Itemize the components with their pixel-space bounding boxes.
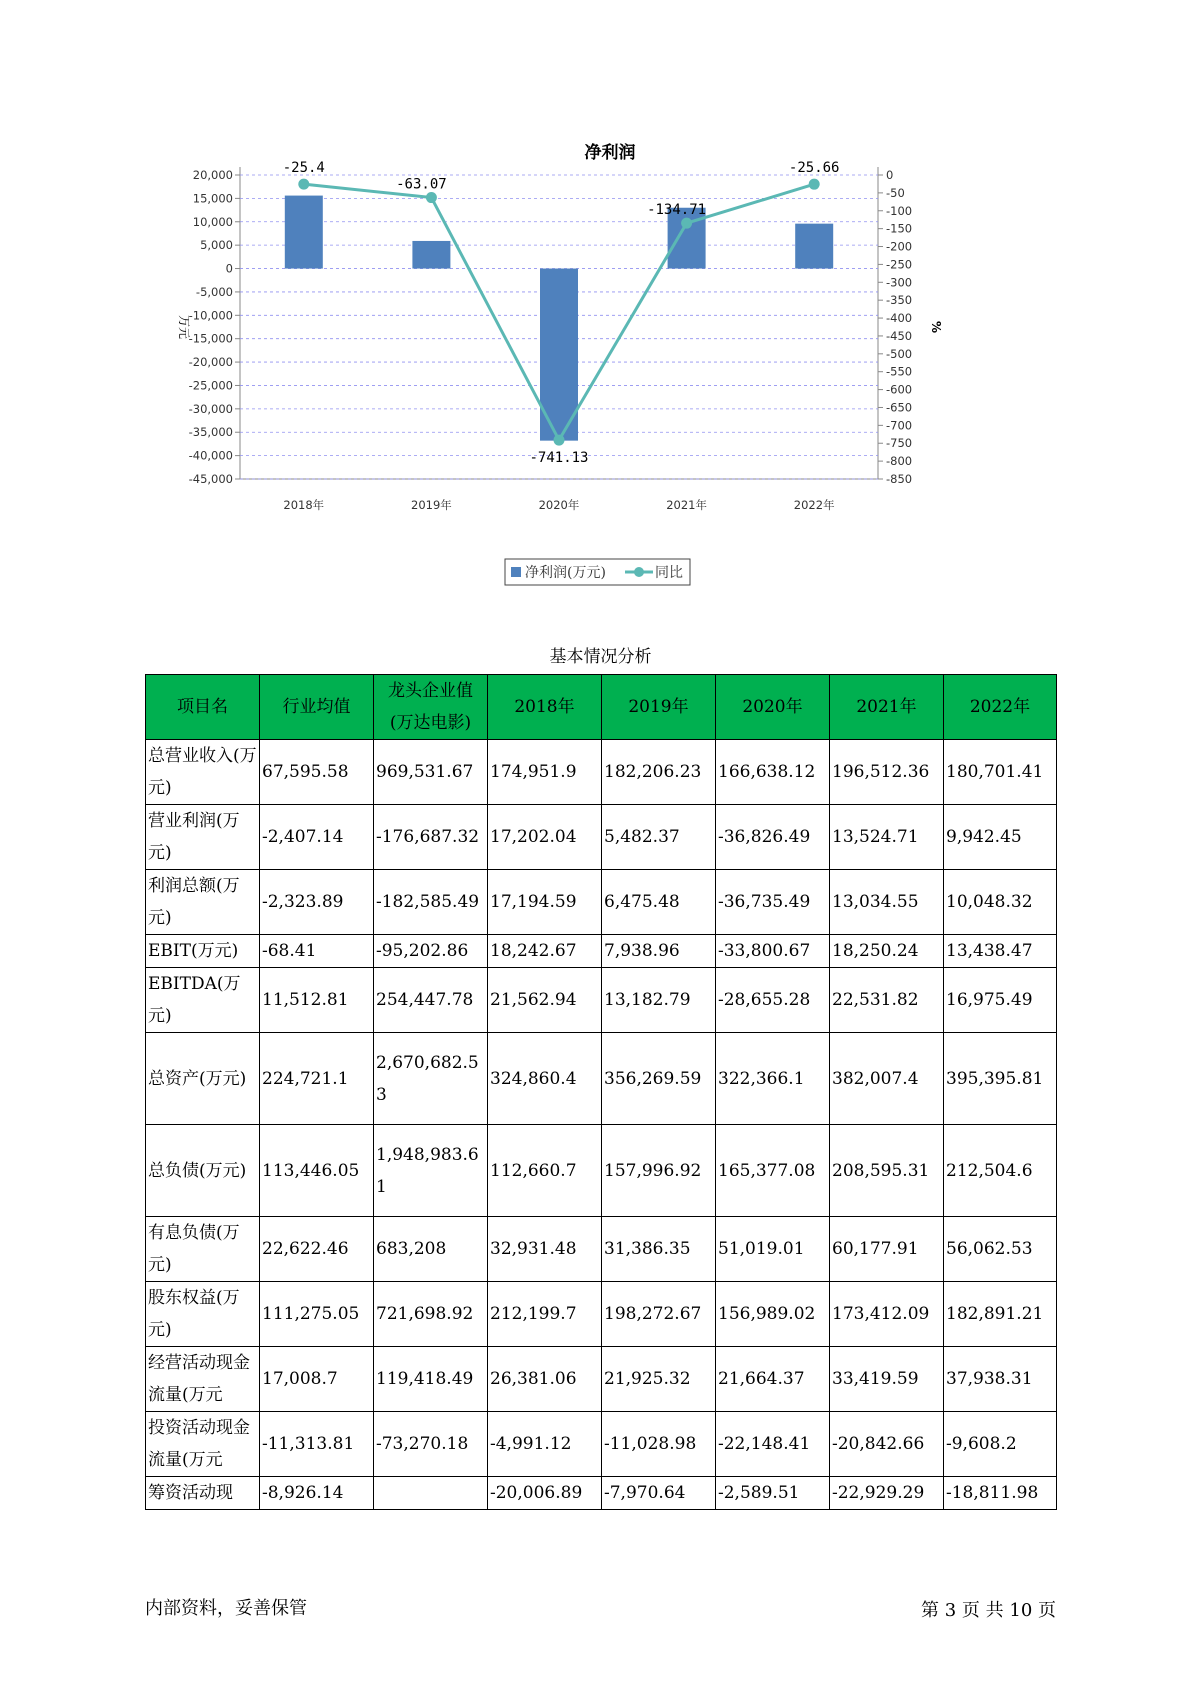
table-cell: 382,007.4 [830, 1033, 944, 1125]
y-tick-label: -40,000 [188, 448, 233, 463]
table-cell: -22,148.41 [716, 1412, 830, 1477]
legend-line-marker [634, 567, 644, 577]
y-tick-label: -25,000 [188, 378, 233, 393]
y-tick-label: 5,000 [200, 238, 233, 253]
table-cell: -20,006.89 [488, 1477, 602, 1510]
legend-bar-label: 净利润(万元) [525, 565, 606, 581]
table-cell: 1,948,983.61 [374, 1125, 488, 1217]
y-tick-label: -35,000 [188, 425, 233, 440]
table-row [146, 968, 1057, 1033]
table-cell: 322,366.1 [716, 1033, 830, 1125]
y2-tick-label: -800 [886, 454, 913, 469]
table-cell: 56,062.53 [944, 1217, 1057, 1282]
table-cell: -18,811.98 [944, 1477, 1057, 1510]
yoy-point [681, 218, 692, 229]
table-row-label: 总资产(万元) [146, 1033, 260, 1125]
table-row [146, 1125, 1057, 1217]
y2-tick-label: -150 [886, 221, 913, 236]
y2-tick-label: -350 [886, 293, 913, 308]
y-tick-label: 20,000 [192, 168, 233, 182]
table-header-cell: 龙头企业值 (万达电影) [374, 675, 488, 740]
table-cell: 208,595.31 [830, 1125, 944, 1217]
table-cell: -20,842.66 [830, 1412, 944, 1477]
table-header-cell: 2021年 [830, 675, 944, 740]
table-cell: 67,595.58 [260, 740, 374, 805]
table-cell: -176,687.32 [374, 805, 488, 870]
y-tick-label: -30,000 [188, 401, 233, 416]
x-tick-label: 2020年 [538, 498, 580, 512]
y-axis-label: 万元 [177, 314, 191, 340]
footer-confidential: 内部资料，妥善保管 [145, 1598, 307, 1619]
table-cell: 10,048.32 [944, 870, 1057, 935]
y2-tick-label: -700 [886, 418, 913, 433]
table-cell: 21,925.32 [602, 1347, 716, 1412]
table-cell: -68.41 [260, 935, 374, 968]
footer-page-number: 第 3 页 共 10 页 [921, 1600, 1056, 1621]
y2-axis-label: % [929, 320, 943, 334]
x-tick-label: 2018年 [283, 498, 325, 512]
table-cell: -2,323.89 [260, 870, 374, 935]
table-row-label: 投资活动现金流量(万元 [146, 1412, 260, 1477]
table-header-cell: 2019年 [602, 675, 716, 740]
table-cell: 111,275.05 [260, 1282, 374, 1347]
y2-tick-label: -850 [886, 472, 913, 486]
table-cell: 112,660.7 [488, 1125, 602, 1217]
table-cell: -28,655.28 [716, 968, 830, 1033]
legend-bar-swatch [511, 567, 521, 577]
table-row-label: 营业利润(万元) [146, 805, 260, 870]
table-cell: 21,664.37 [716, 1347, 830, 1412]
table-row [146, 805, 1057, 870]
basic-analysis-table [145, 674, 1057, 1510]
table-cell: -36,826.49 [716, 805, 830, 870]
table-header-cell: 2020年 [716, 675, 830, 740]
table-cell [374, 1477, 488, 1510]
y-tick-label: -5,000 [195, 284, 233, 299]
table-header-cell: 2018年 [488, 675, 602, 740]
table-row [146, 1412, 1057, 1477]
yoy-data-label: -63.07 [396, 176, 447, 193]
net-profit-bar [412, 241, 450, 269]
table-cell: 2,670,682.53 [374, 1033, 488, 1125]
table-cell: 11,512.81 [260, 968, 374, 1033]
table-cell: 324,860.4 [488, 1033, 602, 1125]
y-tick-label: -20,000 [188, 355, 233, 370]
table-cell: 166,638.12 [716, 740, 830, 805]
net-profit-bar [795, 224, 833, 269]
yoy-data-label: -25.66 [788, 160, 840, 177]
table-cell: 13,438.47 [944, 935, 1057, 968]
yoy-point [809, 179, 820, 190]
table-cell: 26,381.06 [488, 1347, 602, 1412]
table-cell: 180,701.41 [944, 740, 1057, 805]
table-cell: 119,418.49 [374, 1347, 488, 1412]
table-cell: -73,270.18 [374, 1412, 488, 1477]
y2-tick-label: -300 [886, 275, 913, 290]
table-cell: 173,412.09 [830, 1282, 944, 1347]
table-row-label: 股东权益(万元) [146, 1282, 260, 1347]
table-cell: 18,242.67 [488, 935, 602, 968]
table-header-row [146, 675, 1057, 740]
table-row [146, 1347, 1057, 1412]
y2-tick-label: -750 [886, 436, 913, 451]
y2-tick-label: -500 [886, 346, 913, 361]
table-cell: 13,034.55 [830, 870, 944, 935]
table-row [146, 1033, 1057, 1125]
table-cell: 13,524.71 [830, 805, 944, 870]
yoy-point [426, 192, 437, 203]
yoy-data-label: -25.4 [282, 160, 325, 177]
y2-tick-label: -600 [886, 382, 913, 397]
table-cell: 13,182.79 [602, 968, 716, 1033]
table-cell: 6,475.48 [602, 870, 716, 935]
table-cell: 212,199.7 [488, 1282, 602, 1347]
net-profit-chart [170, 135, 1040, 595]
table-cell: 17,194.59 [488, 870, 602, 935]
table-cell: 17,202.04 [488, 805, 602, 870]
table-header-cell: 行业均值 [260, 675, 374, 740]
table-cell: 182,891.21 [944, 1282, 1057, 1347]
table-cell: 254,447.78 [374, 968, 488, 1033]
table-cell: 32,931.48 [488, 1217, 602, 1282]
table-cell: 16,975.49 [944, 968, 1057, 1033]
y-tick-label: 0 [225, 261, 233, 276]
table-row-label: 利润总额(万元) [146, 870, 260, 935]
y2-tick-label: -250 [886, 257, 913, 272]
table-cell: 33,419.59 [830, 1347, 944, 1412]
table-cell: 969,531.67 [374, 740, 488, 805]
table-row [146, 870, 1057, 935]
y2-tick-label: -100 [886, 203, 913, 218]
table-row [146, 1217, 1057, 1282]
table-cell: -9,608.2 [944, 1412, 1057, 1477]
yoy-data-label: -741.13 [529, 450, 589, 467]
table-cell: 224,721.1 [260, 1033, 374, 1125]
table-row [146, 1282, 1057, 1347]
table-cell: -95,202.86 [374, 935, 488, 968]
table-row [146, 935, 1057, 968]
table-header-cell: 项目名 [146, 675, 260, 740]
x-tick-label: 2019年 [411, 498, 452, 512]
table-header-cell: 2022年 [944, 675, 1057, 740]
chart-svg [170, 135, 1040, 595]
table-cell: -7,970.64 [602, 1477, 716, 1510]
table-cell: -2,589.51 [716, 1477, 830, 1510]
table-cell: 37,938.31 [944, 1347, 1057, 1412]
legend-line-label: 同比 [655, 565, 683, 581]
table-cell: 17,008.7 [260, 1347, 374, 1412]
table-cell: -8,926.14 [260, 1477, 374, 1510]
y2-tick-label: -550 [886, 364, 913, 379]
table-cell: 156,989.02 [716, 1282, 830, 1347]
table-cell: -11,313.81 [260, 1412, 374, 1477]
table-cell: 7,938.96 [602, 935, 716, 968]
table-row-label: 有息负债(万元) [146, 1217, 260, 1282]
table-cell: -33,800.67 [716, 935, 830, 968]
table-caption: 基本情况分析 [549, 647, 652, 667]
y-tick-label: 15,000 [192, 191, 233, 206]
y2-tick-label: -200 [886, 239, 913, 254]
x-tick-label: 2021年 [666, 498, 707, 512]
x-tick-label: 2022年 [793, 498, 835, 512]
table-cell: -4,991.12 [488, 1412, 602, 1477]
table-cell: 31,386.35 [602, 1217, 716, 1282]
y2-tick-label: -650 [886, 400, 913, 415]
table-cell: 5,482.37 [602, 805, 716, 870]
table-row-label: 总负债(万元) [146, 1125, 260, 1217]
yoy-point [554, 435, 565, 446]
table-cell: 21,562.94 [488, 968, 602, 1033]
table-cell: 165,377.08 [716, 1125, 830, 1217]
table-row [146, 1477, 1057, 1510]
y-tick-label: -10,000 [188, 308, 233, 323]
y2-tick-label: -400 [886, 311, 913, 326]
table-cell: 174,951.9 [488, 740, 602, 805]
table-cell: -11,028.98 [602, 1412, 716, 1477]
table-cell: 198,272.67 [602, 1282, 716, 1347]
table-cell: -182,585.49 [374, 870, 488, 935]
table-cell: 721,698.92 [374, 1282, 488, 1347]
table-cell: 60,177.91 [830, 1217, 944, 1282]
table-cell: 212,504.6 [944, 1125, 1057, 1217]
table-cell: -2,407.14 [260, 805, 374, 870]
chart-title: 净利润 [584, 143, 636, 163]
net-profit-bar [285, 196, 323, 269]
yoy-point [298, 179, 309, 190]
table-cell: 9,942.45 [944, 805, 1057, 870]
table-cell: 22,622.46 [260, 1217, 374, 1282]
table-row-label: 筹资活动现 [146, 1477, 260, 1510]
y-tick-label: -45,000 [188, 472, 233, 486]
table-cell: 113,446.05 [260, 1125, 374, 1217]
y-tick-label: -15,000 [188, 331, 233, 346]
y2-tick-label: 0 [886, 168, 894, 182]
table-cell: 18,250.24 [830, 935, 944, 968]
table-row [146, 740, 1057, 805]
table-row-label: EBITDA(万元) [146, 968, 260, 1033]
table-cell: 196,512.36 [830, 740, 944, 805]
table-row-label: 经营活动现金流量(万元 [146, 1347, 260, 1412]
table-cell: -36,735.49 [716, 870, 830, 935]
table-cell: 395,395.81 [944, 1033, 1057, 1125]
y-tick-label: 10,000 [192, 214, 233, 229]
table-cell: 683,208 [374, 1217, 488, 1282]
table-cell: 356,269.59 [602, 1033, 716, 1125]
table-cell: -22,929.29 [830, 1477, 944, 1510]
table-cell: 51,019.01 [716, 1217, 830, 1282]
table-row-label: 总营业收入(万元) [146, 740, 260, 805]
yoy-data-label: -134.71 [647, 202, 707, 219]
table-cell: 22,531.82 [830, 968, 944, 1033]
y2-tick-label: -450 [886, 328, 913, 343]
table-cell: 182,206.23 [602, 740, 716, 805]
table-row-label: EBIT(万元) [146, 935, 260, 968]
table-cell: 157,996.92 [602, 1125, 716, 1217]
y2-tick-label: -50 [886, 185, 905, 200]
